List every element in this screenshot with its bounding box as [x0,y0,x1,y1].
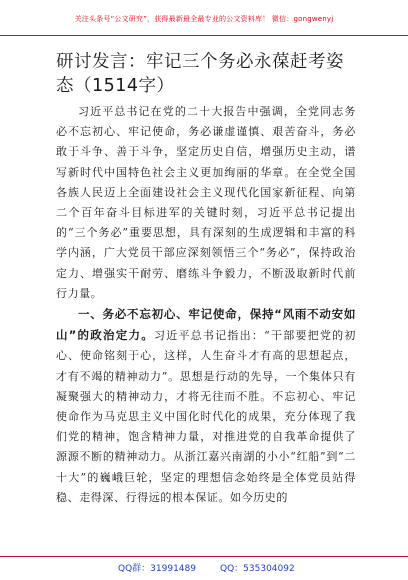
section-1-heading: 一、务必不忘初心、牢记使命，保持“风雨不动安如山”的政治定力。 [56,307,356,343]
section-1-text: 习近平总书记指出：“干部要把党的初心、使命铭刻于心，这样，人生奋斗才有高的思想起点，才有不竭的精神动力”。思想是行动的先导，一个集体只有凝聚强大的精神动力，才将无往而不胜。不忘初心、牢记使命作为马克思主义中国化时代化的成果，充分体现了我们党的精神，饱含精神力量，对推进党的自我革命提供了源源不断的精神动力。从浙江嘉兴南湖的小小“红船”到“二十大”的巍峨巨轮，坚定的理想信念始终是全体党员站得稳、走得深、行得远的根本保证。如今历史的 [56,329,356,504]
section-1-paragraph [56,304,356,508]
document-body [56,50,356,508]
document-title: 研讨发言：牢记三个务必永葆赶考姿态（1514字） [56,52,344,96]
footer-qq-group: QQ群：31991489 [118,564,196,574]
header-notice: 关注头条号“公文研究”，获得最新最全最专业的公文资料库！ 微信：gongwenyj [74,15,334,23]
page-footer [0,556,408,580]
footer-qq: QQ：535304092 [220,564,295,574]
page-header [0,0,408,36]
intro-paragraph: 习近平总书记在党的二十大报告中强调，全党同志务必不忘初心、牢记使命，务必谦虚谨慎、艰苦奋斗，务必敢于斗争、善于斗争，坚定历史自信，增强历史主动，谱写新时代中国特色社会主义更加绚丽的华章。在全党全国各族人民迈上全面建设社会主义现代化国家新征程、向第二个百年奋斗目标进军的关键时刻，习近平总书记提出的“三个务必”重要思想，具有深刻的生成逻辑和丰富的科学内涵，广大党员干部应深刻领悟三个“务必”，保持政治定力、增强实干耐劳、磨练斗争毅力，不断汲取新时代前行力量。 [56,105,356,300]
